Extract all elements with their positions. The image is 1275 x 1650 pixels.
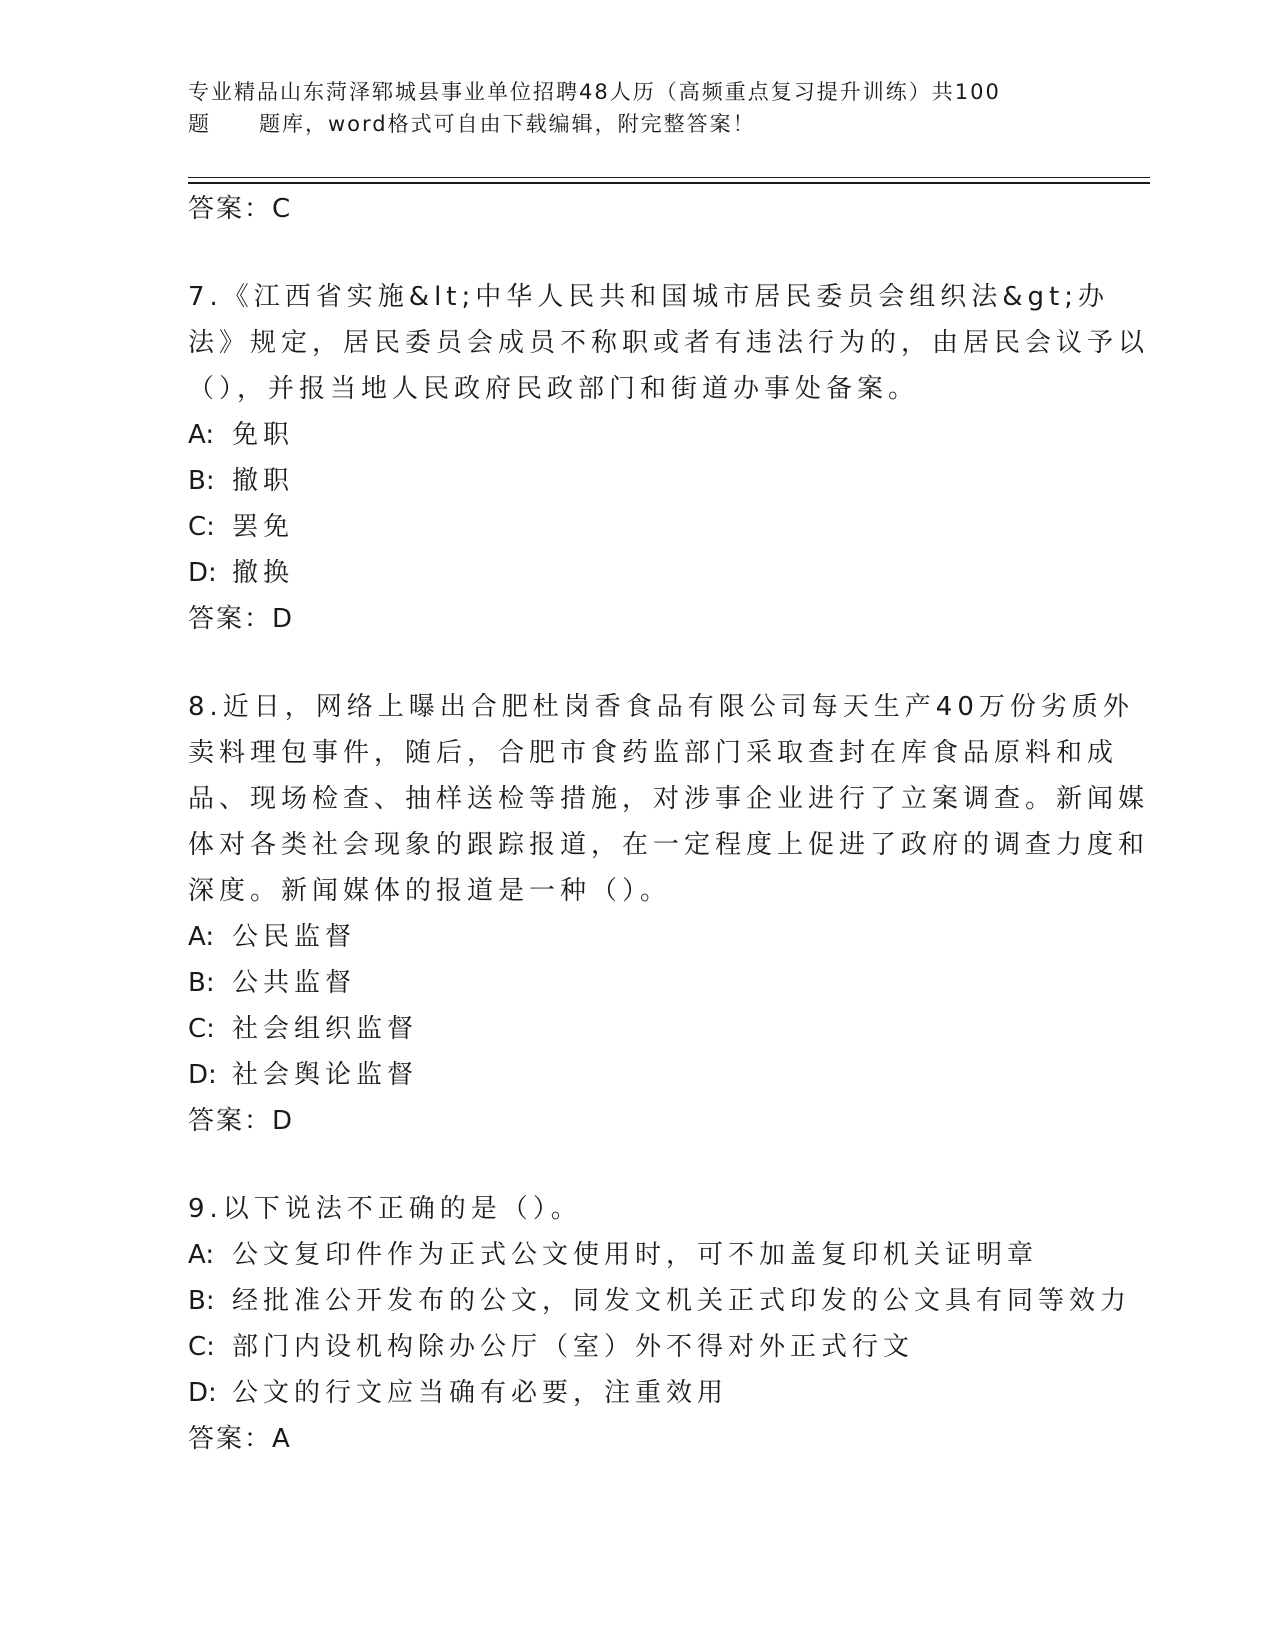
option-key: C: (188, 512, 215, 542)
question-7 (188, 274, 1150, 642)
option-b (188, 960, 1150, 1006)
option-key: C: (188, 1332, 215, 1362)
option-d (188, 550, 1150, 596)
header-divider-thin (188, 177, 1150, 178)
option-a (188, 1232, 1150, 1278)
option-d (188, 1052, 1150, 1098)
option-key: A: (188, 420, 215, 450)
option-a (188, 914, 1150, 960)
option-c (188, 1006, 1150, 1052)
previous-answer: 答案：C (188, 194, 293, 224)
option-text: 部门内设机构除办公厅（室）外不得对外正式行文 (232, 1332, 915, 1362)
option-key: D: (188, 1060, 217, 1090)
option-text: 公共监督 (232, 968, 357, 998)
option-key: C: (188, 1014, 215, 1044)
option-key: B: (188, 466, 215, 496)
option-key: A: (188, 1240, 215, 1270)
option-d (188, 1370, 1150, 1416)
option-text: 罢免 (232, 512, 295, 542)
option-text: 经批准公开发布的公文，同发文机关正式印发的公文具有同等效力 (232, 1286, 1132, 1316)
option-a (188, 412, 1150, 458)
option-text: 免职 (232, 420, 295, 450)
header-subtitle-prefix: 题 (188, 112, 211, 136)
header-subtitle-text: 题库，word格式可自由下载编辑，附完整答案！ (259, 112, 756, 136)
header-divider-thick (188, 182, 1150, 184)
question-9 (188, 1186, 1150, 1462)
option-c (188, 1324, 1150, 1370)
option-text: 撤职 (232, 466, 295, 496)
question-answer: 答案：A (188, 1424, 292, 1454)
option-key: D: (188, 1378, 217, 1408)
option-key: B: (188, 968, 215, 998)
option-key: D: (188, 558, 217, 588)
option-text: 撤换 (232, 558, 295, 588)
header-subtitle-line (188, 108, 1150, 140)
option-b (188, 458, 1150, 504)
question-stem: 8.近日，网络上曝出合肥杜岗香食品有限公司每天生产40万份劣质外卖料理包事件，随后，合肥市食药监部门采取查封在库食品原料和成品、现场检查、抽样送检等措施，对涉事企业进行了立案调查。新闻媒体对各类社会现象的跟踪报道，在一定程度上促进了政府的调查力度和深度。新闻媒体的报道是一种（）。 (188, 692, 1150, 906)
option-text: 公文的行文应当确有必要，注重效用 (232, 1378, 729, 1408)
question-stem: 7.《江西省实施&lt;中华人民共和国城市居民委员会组织法&gt;办法》规定，居民委员会成员不称职或者有违法行为的，由居民会议予以（），并报当地人民政府民政部门和街道办事处备案。 (188, 282, 1150, 404)
document-page (188, 0, 1150, 1650)
header-title-line: 专业精品山东菏泽郓城县事业单位招聘48人历（高频重点复习提升训练）共100 (188, 80, 1001, 104)
question-answer: 答案：D (188, 1106, 295, 1136)
option-key: A: (188, 922, 215, 952)
page-header (188, 76, 1150, 140)
option-text: 社会组织监督 (232, 1014, 419, 1044)
option-text: 公民监督 (232, 922, 357, 952)
option-b (188, 1278, 1150, 1324)
option-c (188, 504, 1150, 550)
option-key: B: (188, 1286, 215, 1316)
option-text: 公文复印件作为正式公文使用时，可不加盖复印机关证明章 (232, 1240, 1039, 1270)
option-text: 社会舆论监督 (232, 1060, 419, 1090)
question-8 (188, 684, 1150, 1144)
question-list (188, 186, 1150, 1462)
question-stem: 9.以下说法不正确的是（）。 (188, 1194, 582, 1224)
question-answer: 答案：D (188, 604, 295, 634)
